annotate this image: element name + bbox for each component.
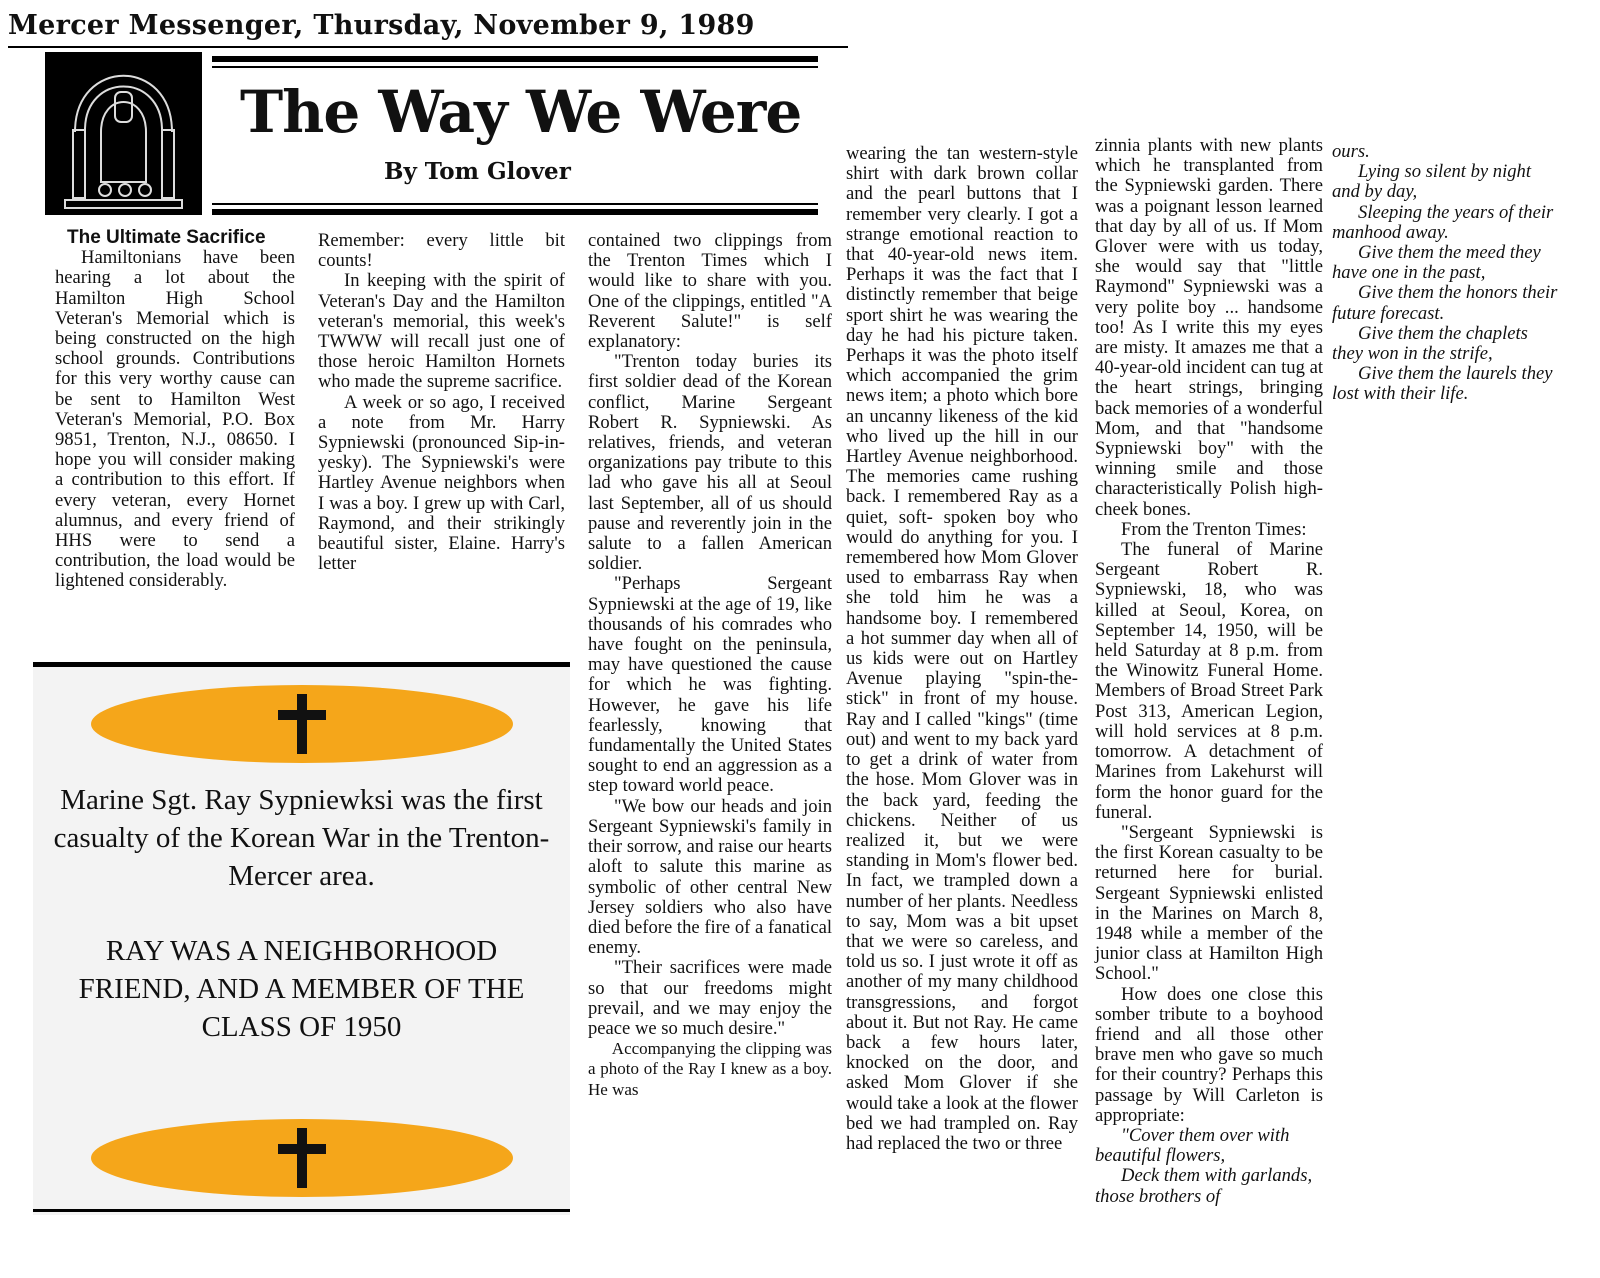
paragraph: zinnia plants with new plants which he transplanted from the Sypniewski garden. There was a poignant lesson learned that day by all of us. If Mom Glover were with us today, she would say that "little Raymond" Sypniewski was a very polite boy ... handsome too! As I write this my eyes are misty. It amazes me that a 40-year-old incident can tug at the heart strings, bringing back memories of a wonderful Mom, and that "handsome Sypniewski boy" with the winning smile and those characteristically Polish high-cheek bones.	[1095, 135, 1323, 520]
poem-line: Give them the laurels they lost with their life.	[1332, 363, 1553, 405]
title-rule-bottom	[212, 209, 818, 215]
poem-line: Give them the honors their future forecast.	[1332, 282, 1558, 324]
paragraph: "We bow our heads and join Sergeant Sypniewski's family in their sorrow, and raise our hearts aloft to salute this marine as symbolic of other central New Jersey soldiers who also have died before the fire of a fanatical enemy.	[588, 795, 832, 959]
poem-line: Give them the meed they have one in the past,	[1332, 242, 1541, 284]
paragraph: "Their sacrifices were made so that our freedoms might prevail, and we may enjoy the peace we so much desire."	[588, 957, 832, 1039]
masthead-rule	[8, 46, 848, 48]
paragraph: contained two clippings from the Trenton Times which I would like to share with you. One of the clippings, entitled "A Reverent Salute!" is self explanatory:	[588, 230, 832, 353]
orange-oval	[91, 1119, 513, 1197]
title-rule-top-thin	[212, 66, 818, 68]
poem-line: Sleeping the years of their manhood away.	[1332, 201, 1554, 243]
paragraph: How does one close this somber tribute to a boyhood friend and all those other brave men who gave so much for their country? Perhaps this passage by Will Carleton is appropriate:	[1095, 983, 1323, 1126]
paragraph: Accompanying the clipping was a photo of the Ray I knew as a boy. He was	[588, 1039, 832, 1099]
poem-line: Lying so silent by night and by day,	[1332, 161, 1532, 203]
article-column-6	[1332, 142, 1560, 405]
vintage-radio-icon	[45, 52, 202, 215]
title-rule-top	[212, 56, 818, 62]
article-column-3	[588, 231, 832, 1100]
cross-icon	[278, 1128, 326, 1188]
paragraph: "Sergeant Sypniewski is the first Korean casualty to be returned here for burial. Sergeant Sypniewski enlisted in the Marines on March 8, 1948 while a member of the junior class at Hamilton High School."	[1095, 821, 1323, 985]
memorial-box	[33, 662, 570, 1215]
article-column-4	[846, 144, 1078, 1154]
masthead: Mercer Messenger, Thursday, November 9, 1989	[8, 10, 755, 41]
memorial-caption: Marine Sgt. Ray Sypniewksi was the first casualty of the Korean War in the Trenton-Mercer area.	[53, 784, 550, 892]
poem-line: Give them the chaplets they won in the strife,	[1332, 322, 1528, 365]
paragraph: "Perhaps Sergeant Sypniewski at the age of 19, like thousands of his comrades who have fought on the peninsula, may have questioned the cause for which he was fighting. However, he gave his life fearlessly, knowing that fundamentally the United States sought to end an aggression as a step toward world peace.	[588, 573, 832, 797]
paragraph: Hamiltonians have been hearing a lot about the Hamilton High School Veteran's Memorial which is being constructed on the high school grounds. Contributions for this very worthy cause can be sent to Hamilton West Veteran's Memorial, P.O. Box 9851, Trenton, N.J., 08650. I hope you will consider making a contribution to this effort. If every veteran, every Hornet alumnus, and every friend of HHS were to send a contribution, the load would be lightened considerably.	[55, 247, 295, 592]
byline: By Tom Glover	[384, 158, 571, 185]
title-rule-bottom-thin	[212, 203, 818, 205]
memorial-note: RAY WAS A NEIGHBORHOOD FRIEND, AND A MEMBER OF THE CLASS OF 1950	[78, 935, 525, 1043]
poem-line: Deck them with garlands, those brothers of	[1095, 1165, 1313, 1207]
page-title: The Way We Were	[240, 78, 802, 146]
paragraph: Remember: every little bit counts!	[318, 230, 565, 272]
paragraph: "Trenton today buries its first soldier dead of the Korean conflict, Marine Sergeant Robert R. Sypniewski. As relatives, friends, and veteran organizations pay tribute to this lad who gave his all at Seoul last September, all of us should pause and reverently join in the salute to a fallen American soldier.	[588, 351, 832, 575]
poem-line: "Cover them over with beautiful flowers,	[1095, 1124, 1290, 1167]
paragraph: In keeping with the spirit of Veteran's Day and the Hamilton veteran's memorial, this week's TWWW will recall just one of those heroic Hamilton Hornets who made the supreme sacrifice.	[318, 270, 565, 393]
poem-line: ours.	[1332, 141, 1370, 162]
orange-oval	[91, 685, 513, 763]
article-column-2	[318, 231, 565, 574]
paragraph: The funeral of Marine Sergeant Robert R. Sypniewski, 18, who was killed at Seoul, Korea, on September 14, 1950, will be held Saturday at 8 p.m. from the Winowitz Funeral Home. Members of Broad Street Park Post 313, American Legion, will hold services at 8 p.m. tomorrow. A detachment of Marines from Lakehurst will form the honor guard for the funeral.	[1095, 539, 1323, 823]
paragraph: A week or so ago, I received a note from Mr. Harry Sypniewski (pronounced Sip-in-yesky). The Sypniewski's were Hartley Avenue neighbors when I was a boy. I grew up with Carl, Raymond, and their strikingly beautiful sister, Elaine. Harry's letter	[318, 391, 565, 575]
box-rule	[33, 1209, 570, 1212]
section-heading: The Ultimate Sacrifice	[67, 227, 266, 248]
article-column-1	[55, 228, 295, 592]
paragraph: From the Trenton Times:	[1121, 518, 1307, 540]
cross-icon	[278, 694, 326, 754]
paragraph: wearing the tan western-style shirt with dark brown collar and the pearl buttons that I remember very clearly. I got a strange emotional reaction to that 40-year-old news item. Perhaps it was the fact that I distinctly remember that beige sport shirt he was wearing the day he had his picture taken. Perhaps it was the photo itself which accompanied the grim news item; a photo which bore an uncanny likeness of the kid who lived up the hill in our Hartley Avenue neighborhood. The memories came rushing back. I remembered Ray as a quiet, soft- spoken boy who would do anything for you. I remembered how Mom Glover used to embarrass Ray when she told him he was a handsome boy. I remembered a hot summer day when all of us kids were out on Hartley Avenue playing "spin-the-stick" in front of my house. Ray and I called "kings" (time out) and went to my back yard to get a drink of water from the hose. Mom Glover was in the back yard, feeding the chickens. Neither of us realized it, but we were standing in Mom's flower bed. In fact, we trampled down a number of her plants. Needless to say, Mom was a bit upset that we were so careless, and told us so. I just wrote it off as another of my many childhood transgressions, and forgot about it. But not Ray. He came back a few hours later, knocked on the door, and asked Mom Glover if she would take a look at the flower bed we had trampled on. Ray had replaced the two or three	[846, 143, 1078, 1154]
article-column-5	[1095, 136, 1323, 1207]
